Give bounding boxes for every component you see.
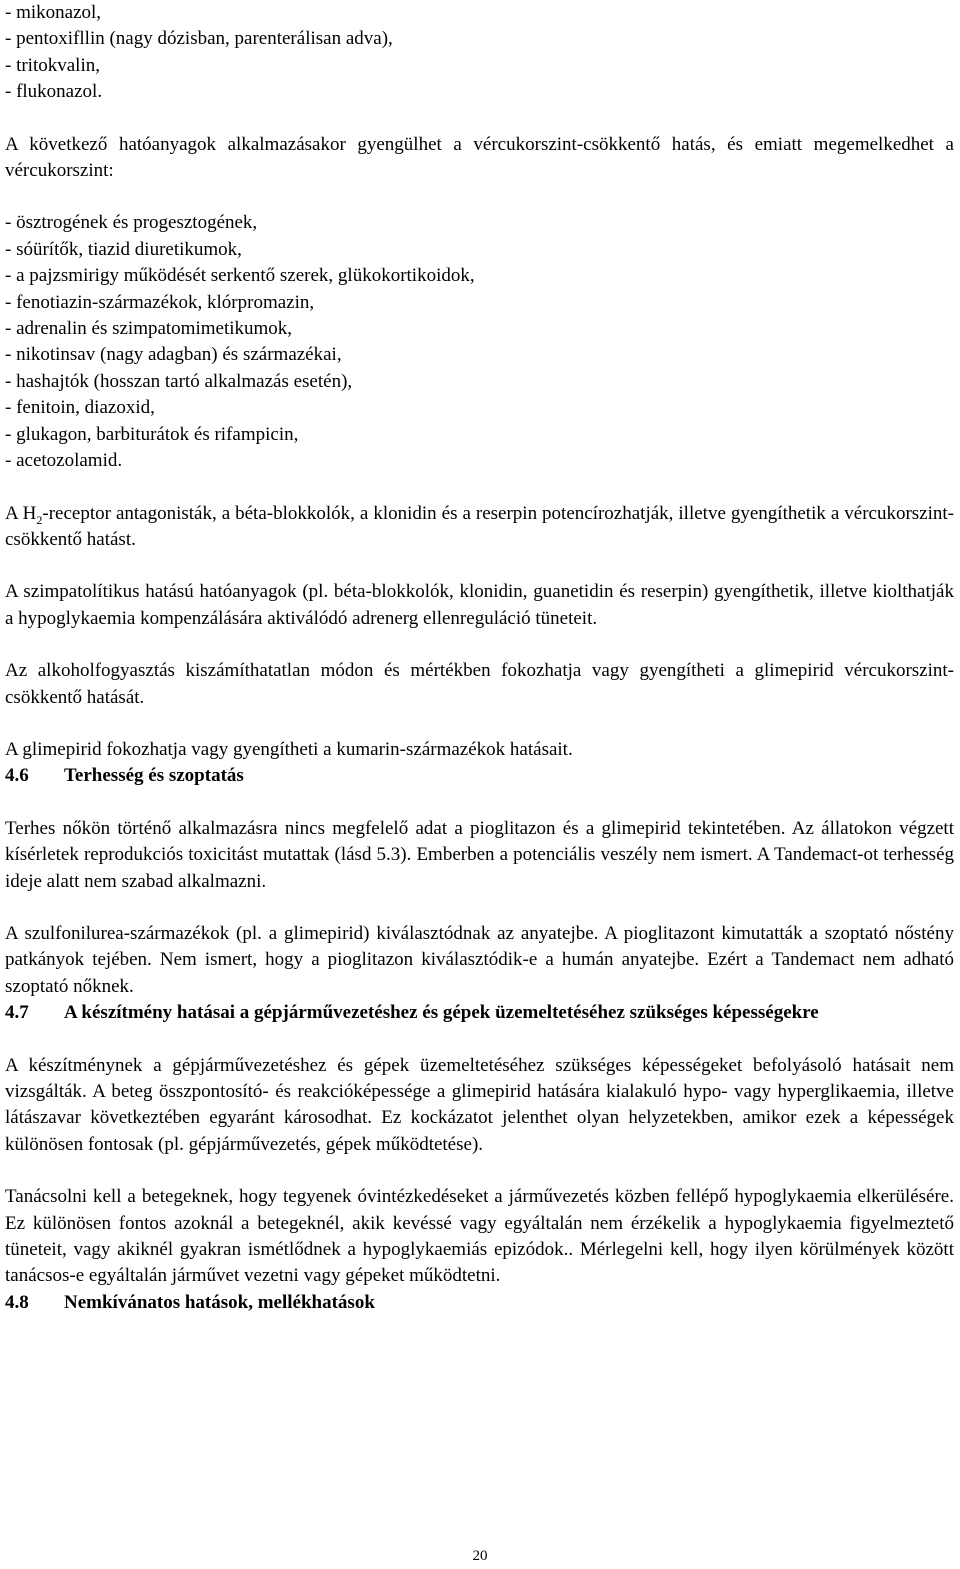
section-heading-4-6 — [5, 763, 954, 789]
list-item: - a pajzsmirigy működését serkentő szerek, glükokortikoidok, — [5, 265, 475, 287]
h2-prefix: A H — [5, 502, 37, 524]
section-number: 4.7 — [5, 1002, 29, 1024]
page-number: 20 — [472, 1548, 488, 1564]
section-number: 4.8 — [5, 1291, 29, 1313]
section-title: A készítmény hatásai a gépjárművezetéshez és gépek üzemeltetéséhez szükséges képességekre — [64, 1002, 819, 1024]
interaction-list-increase — [5, 0, 954, 106]
section-title: Nemkívánatos hatások, mellékhatások — [64, 1291, 375, 1313]
paragraph-driving-advice: Tanácsolni kell a betegeknek, hogy tegyenek óvintézkedéseket a járművezetés közben fellépő hypoglykaemia elkerülésére. Ez különösen fontos azoknál a betegeknél, akik kevéssé vagy egyáltalán nem érzékelik a hypoglykaemia figyelmeztető tüneteit, vagy akiknél gyakran ismétlődnek a hypoglykaemiás epizódok.. Mérlegelni kell, hogy ilyen körülmények között tanácsos-e egyáltalán járművet vezetni vagy gépeket működtetni. — [5, 1186, 954, 1287]
paragraph-breastfeeding: A szulfonilurea-származékok (pl. a glimepirid) kiválasztódnak az anyatejbe. A pioglitazont kimutatták a szoptató nőstény patkányok tejében. Nem ismert, hogy a pioglitazon kiválasztódik-e a humán anyatejbe. Ezért a Tandemact nem adható szoptató nőknek. — [5, 922, 954, 997]
list-item: - acetozolamid. — [5, 450, 123, 472]
list-item: - fenitoin, diazoxid, — [5, 397, 155, 419]
list-item: - mikonazol, — [5, 2, 102, 23]
section-heading-4-8 — [5, 1290, 954, 1316]
list-item: - tritokvalin, — [5, 54, 100, 76]
list-item: - nikotinsav (nagy adagban) és származékai, — [5, 344, 342, 366]
section-title: Terhesség és szoptatás — [64, 765, 244, 787]
paragraph-driving-effects: A készítménynek a gépjárművezetéshez és gépek üzemeltetéséhez szükséges képességeket befolyásoló hatásait nem vizsgálták. A beteg összpontosító- és reakcióképessége a glimepirid hatására kialakuló hypo- vagy hyperglikaemia, illetve látászavar következtében egyaránt károsodhat. Ez kockázatot jelenthet olyan helyzetekben, amikor ezek a képességek különösen fontosak (pl. gépjárművezetés, gépek működtetése). — [5, 1054, 954, 1155]
list-item: - fenotiazin-származékok, klórpromazin, — [5, 291, 315, 313]
list-item: - sóürítők, tiazid diuretikumok, — [5, 238, 242, 260]
list-item: - ösztrogének és progesztogének, — [5, 212, 258, 234]
paragraph-decrease-intro: A következő hatóanyagok alkalmazásakor gyengülhet a vércukorszint-csökkentő hatás, és emiatt megemelkedhet a vércukorszint: — [5, 133, 954, 182]
list-item: - adrenalin és szimpatomimetikumok, — [5, 318, 293, 340]
list-item: - glukagon, barbiturátok és rifampicin, — [5, 423, 299, 445]
list-item: - hashajtók (hosszan tartó alkalmazás esetén), — [5, 370, 353, 392]
paragraph-h2-antagonists — [5, 501, 954, 554]
section-heading-4-7 — [5, 1000, 954, 1026]
paragraph-alcohol: Az alkoholfogyasztás kiszámíthatatlan módon és mértékben fokozhatja vagy gyengítheti a glimepirid vércukorszint-csökkentő hatását. — [5, 660, 954, 708]
interaction-list-decrease — [5, 210, 954, 474]
h2-rest: -receptor antagonisták, a béta-blokkolók, a klonidin és a reserpin potencírozhatják, illetve gyengíthetik a vércukorszint-csökkentő hatást. — [5, 502, 954, 550]
section-number: 4.6 — [5, 765, 29, 787]
h2-subscript: 2 — [36, 512, 43, 527]
paragraph-pregnancy: Terhes nőkön történő alkalmazásra nincs megfelelő adat a pioglitazon és a glimepirid tekintetében. Az állatokon végzett kísérletek reprodukciós toxicitást mutattak (lásd 5.3). Emberben a potenciális veszély nem ismert. A Tandemact-ot terhesség ideje alatt nem szabad alkalmazni. — [5, 817, 954, 892]
paragraph-coumarin: A glimepirid fokozhatja vagy gyengítheti a kumarin-származékok hatásait. — [5, 738, 573, 760]
paragraph-sympatholytic: A szimpatolítikus hatású hatóanyagok (pl. béta-blokkolók, klonidin, guanetidin és reserpin) gyengíthetik, illetve kiolthatják a hypoglykaemia kompenzálására aktiválódó adrenerg ellenreguláció tüneteit. — [5, 581, 954, 629]
list-item: - flukonazol. — [5, 81, 103, 103]
list-item: - pentoxifllin (nagy dózisban, parenterálisan adva), — [5, 28, 393, 50]
